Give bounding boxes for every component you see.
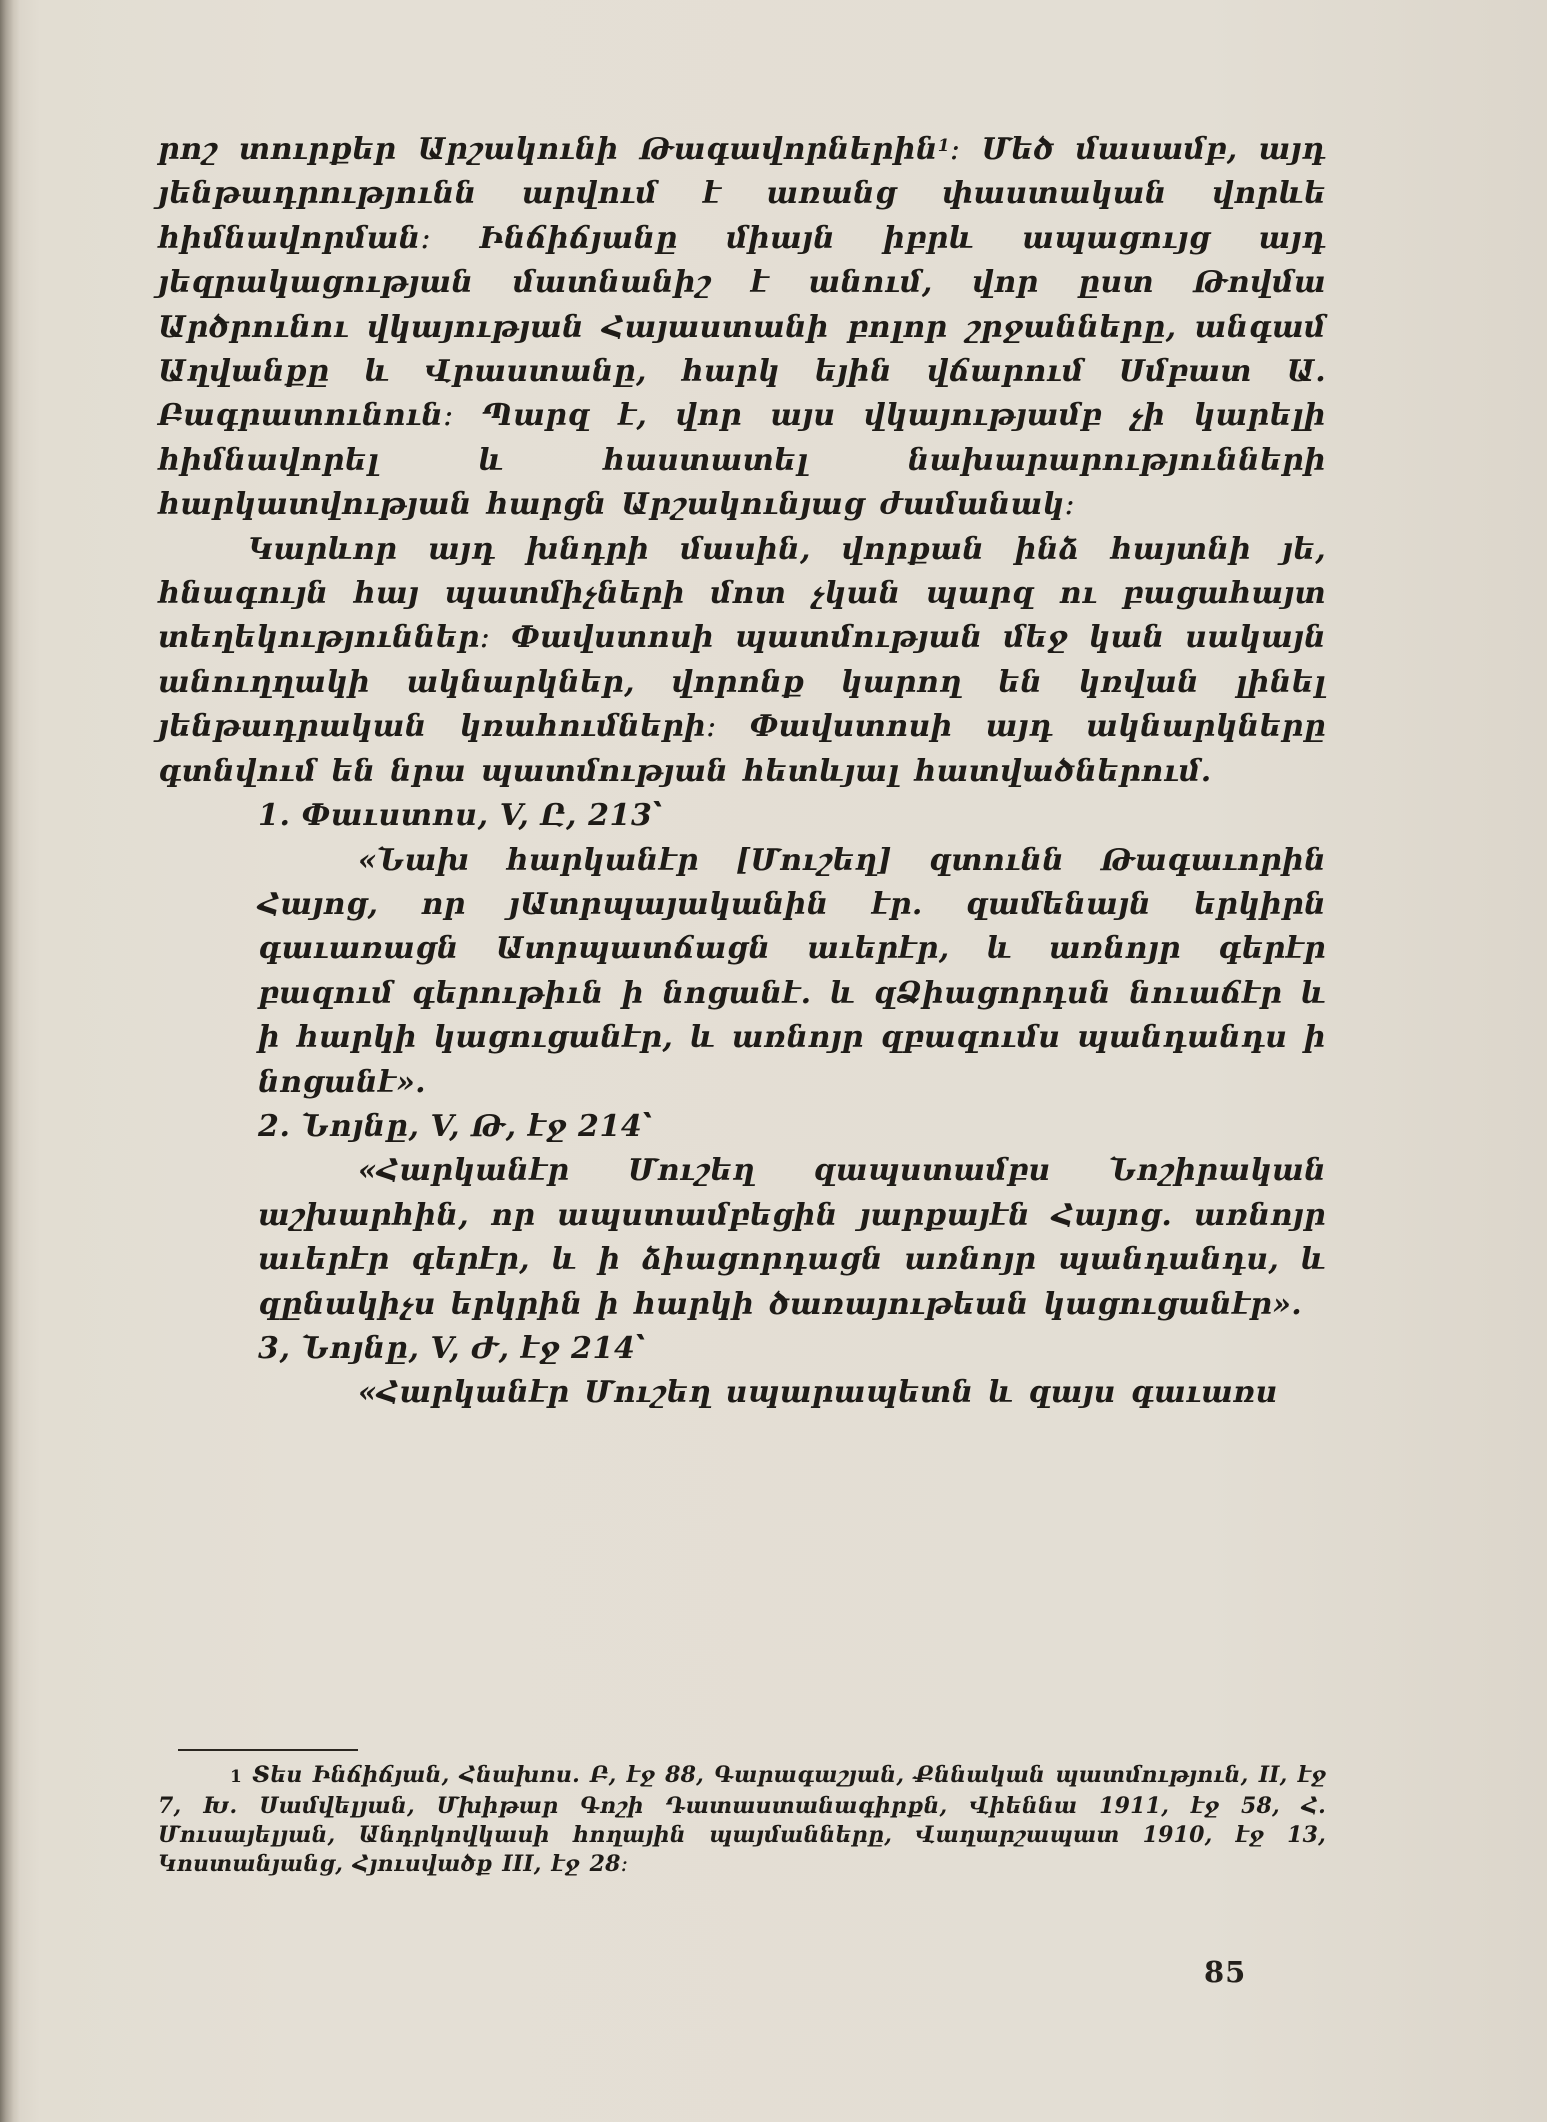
source-quote-2: «Հարկանէր Մուշեղ զապստամբս Նոշիրական աշխարհին, որ ապստամբեցին յարքայէն Հայոց. առնոյր աւերէր գերէր, և ի ձիացորդացն առնոյր պանդանդս, և զընակիչս երկրին ի հարկի ծառայութեան կացուցանէր». [258,1153,1326,1322]
source-label-2: 2. Նոյնը, V, Թ, էջ 214՝ [258,1108,653,1144]
paragraph-1-continuation: ։ Մեծ մասամբ, այդ յենթադրությունն արվում է առանց փաստական վորևե հիմնավորման։ Ինճիճյանը միայն իբրև ապացույց այդ յեզրակացության մատնանիշ է անում, վոր ըստ Թովմա Արծրունու վկայության Հայաստանի բոլոր շրջանները, անգամ Աղվանքը և Վրաստանը, հարկ եյին վճարում Սմբատ Ա. Բագրատունուն։ Պարզ է, վոր այս վկայությամբ չի կարելի հիմնավորել և հաստատել նախարարությունների հարկատվության հարցն Արշակունյաց ժամանակ։ [158,132,1326,523]
main-text [158,128,1326,1416]
footnote-divider [178,1749,358,1751]
paragraph-2: Կարևոր այդ խնդրի մասին, վորքան ինձ հայտնի յե, հնագույն հայ պատմիչների մոտ չկան պարզ ու բացահայտ տեղեկություններ։ Փավստոսի պատմության մեջ կան սակայն անուղղակի ակնարկներ, վորոնք կարող են կռվան լինել յենթադրական կռահումների։ Փավստոսի այդ ակնարկները գտնվում են նրա պատմության հետևյալ հատվածներում. [158,531,1326,789]
footnote-text: Տես Ինճիճյան, Հնախոս. Բ, էջ 88, Գարագաշյան, Քննական պատմություն, II, էջ 7, Խ. Սամվելյան, Մխիթար Գոշի Դատաստանագիրքն, Վիեննա 1911, էջ 58, Հ. Մուսայելյան, Անդրկովկասի հողային պայմանները, Վաղարշապատ 1910, էջ 13, Կոստանյանց, Հյուսվածք III, էջ 28։ [158,1762,1326,1877]
paragraph-1-text: րոշ տուրքեր Արշակունի Թագավորներին [158,132,938,167]
footnote-reference: 1 [937,136,950,156]
source-label-1: 1. Փաւստոս, V, Ը, 213՝ [258,798,663,834]
binding-edge [0,0,20,2122]
page-number: 85 [1204,1955,1247,1989]
footnote-mark: 1 [230,1767,243,1787]
footnote [158,1761,1326,1879]
paragraph-1 [158,128,1326,528]
source-quote-3: «Հարկանէր Մուշեղ սպարապետն և զայս գաւառս [358,1375,1278,1411]
source-quote-1: «Նախ հարկանէր [Մուշեղ] զտունն Թագաւորին Հայոց, որ յԱտրպայականին էր. զամենայն երկիրն գաւառացն Ատրպատճացն աւերէր, և առնոյր գերէր բազում գերութիւն ի նոցանէ. և զՁիացորդսն նուաճէր և ի հարկի կացուցանէր, և առնոյր զբազումս պանդանդս ի նոցանէ». [258,842,1326,1100]
source-label-3: 3, Նոյնը, V, Ժ, էջ 214՝ [258,1330,646,1366]
